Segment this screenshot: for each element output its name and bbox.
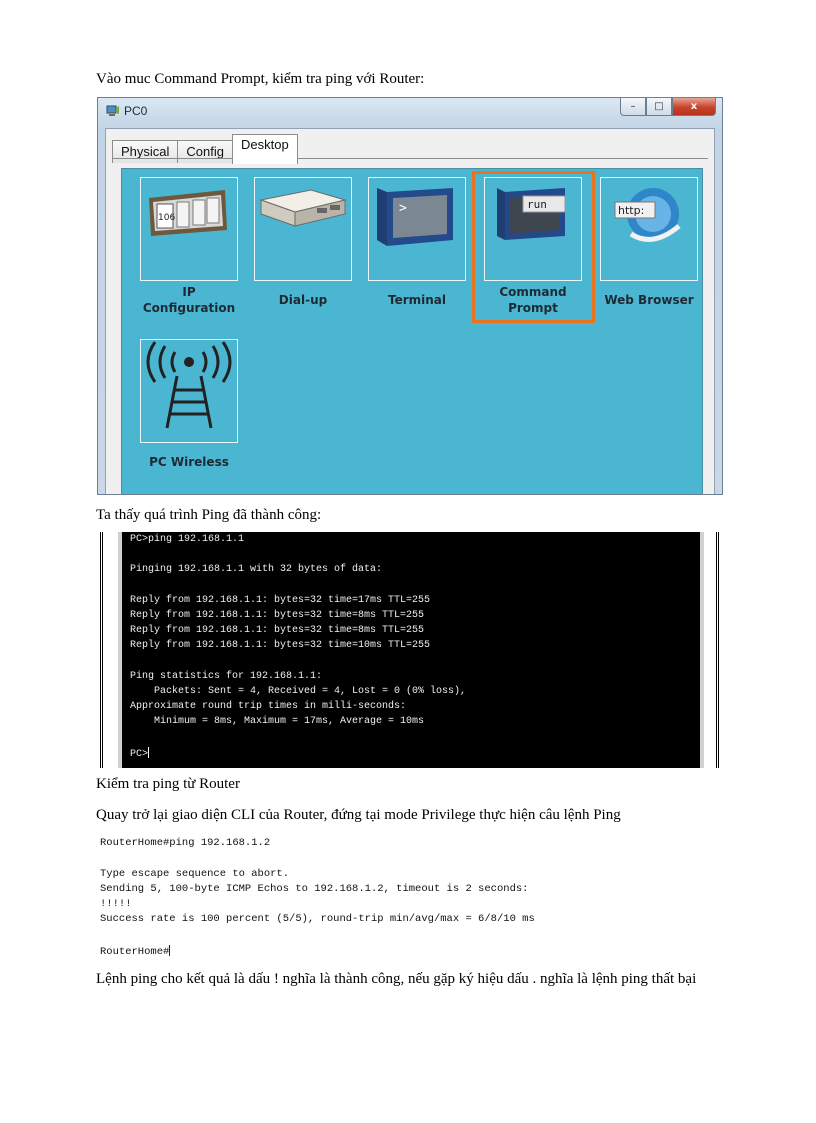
cli-line: Type escape sequence to abort. bbox=[100, 868, 290, 880]
pc0-window bbox=[97, 97, 723, 495]
dial-up-app[interactable] bbox=[254, 177, 352, 281]
console-line: Pinging 192.168.1.1 with 32 bytes of data: bbox=[130, 564, 383, 575]
pc-wireless-app[interactable] bbox=[140, 339, 238, 443]
tab-physical[interactable]: Physical bbox=[112, 140, 178, 163]
tab-config[interactable]: Config bbox=[177, 140, 233, 163]
ip-configuration-app[interactable] bbox=[140, 177, 238, 281]
console-line: Reply from 192.168.1.1: bytes=32 time=10ms TTL=255 bbox=[130, 640, 431, 651]
console-line: PC>ping 192.168.1.1 bbox=[130, 534, 245, 545]
dial-up-label: Dial-up bbox=[278, 293, 328, 307]
console-prompt[interactable]: PC> bbox=[130, 749, 149, 760]
desktop-panel bbox=[121, 168, 703, 495]
heading-router-ping: Kiểm tra ping từ Router bbox=[96, 776, 240, 792]
console-line: Minimum = 8ms, Maximum = 17ms, Average = 10ms bbox=[130, 716, 425, 727]
cli-line: Sending 5, 100-byte ICMP Echos to 192.168.1.2, timeout is 2 seconds: bbox=[100, 883, 529, 895]
pc-wireless-label: PC Wireless bbox=[149, 455, 229, 469]
selection-highlight bbox=[472, 171, 595, 323]
tab-desktop[interactable]: Desktop bbox=[232, 134, 298, 164]
svg-text:>: > bbox=[399, 201, 407, 216]
paragraph-router-cli: Quay trở lại giao diện CLI của Router, đứng tại mode Privilege thực hiện câu lệnh Ping bbox=[96, 807, 621, 823]
cli-line: !!!!! bbox=[100, 898, 132, 910]
console-line: Reply from 192.168.1.1: bytes=32 time=8ms TTL=255 bbox=[130, 625, 425, 636]
terminal-app[interactable] bbox=[368, 177, 466, 281]
maximize-button[interactable]: □ bbox=[646, 98, 672, 116]
paragraph-ping-success: Ta thấy quá trình Ping đã thành công: bbox=[96, 507, 322, 523]
wireless-antenna-icon bbox=[141, 340, 237, 442]
web-browser-globe-icon bbox=[601, 178, 697, 280]
web-browser-app[interactable] bbox=[600, 177, 698, 281]
command-prompt-label: Command Prompt bbox=[499, 285, 567, 315]
window-client bbox=[105, 128, 715, 494]
window-title: PC0 bbox=[124, 104, 148, 118]
web-browser-label: Web Browser bbox=[604, 293, 694, 307]
minimize-button[interactable]: – bbox=[620, 98, 646, 116]
console-line: Ping statistics for 192.168.1.1: bbox=[130, 671, 323, 682]
console-line: Approximate round trip times in milli-seconds: bbox=[130, 701, 407, 712]
cli-line: Success rate is 100 percent (5/5), round-trip min/avg/max = 6/8/10 ms bbox=[100, 913, 535, 925]
close-button[interactable]: x bbox=[672, 98, 716, 116]
svg-text:http:: http: bbox=[618, 204, 645, 217]
paragraph-intro: Vào muc Command Prompt, kiểm tra ping với Router: bbox=[96, 71, 425, 87]
console-line: Reply from 192.168.1.1: bytes=32 time=8ms TTL=255 bbox=[130, 610, 425, 621]
paragraph-ping-result-meaning: Lệnh ping cho kết quả là dấu ! nghĩa là thành công, nếu gặp ký hiệu dấu . nghĩa là lệnh ping thất bại bbox=[96, 971, 697, 987]
svg-text:run: run bbox=[527, 198, 547, 211]
ip-configuration-label: IP Configuration bbox=[142, 285, 236, 315]
console-line: Reply from 192.168.1.1: bytes=32 time=17ms TTL=255 bbox=[130, 595, 431, 606]
terminal-label: Terminal bbox=[387, 293, 447, 307]
ip-configuration-icon bbox=[141, 178, 237, 280]
pc-console-output bbox=[118, 532, 704, 768]
dial-up-modem-icon bbox=[255, 178, 351, 280]
svg-text:106: 106 bbox=[158, 213, 176, 223]
console-line: Packets: Sent = 4, Received = 4, Lost = 0 (0% loss), bbox=[130, 686, 467, 697]
pc-icon bbox=[106, 105, 120, 117]
pc-console-screenshot bbox=[96, 532, 724, 768]
cli-line: RouterHome#ping 192.168.1.2 bbox=[100, 837, 271, 849]
terminal-icon bbox=[369, 178, 465, 280]
cli-prompt[interactable]: RouterHome# bbox=[100, 946, 170, 958]
title-bar bbox=[98, 98, 722, 126]
